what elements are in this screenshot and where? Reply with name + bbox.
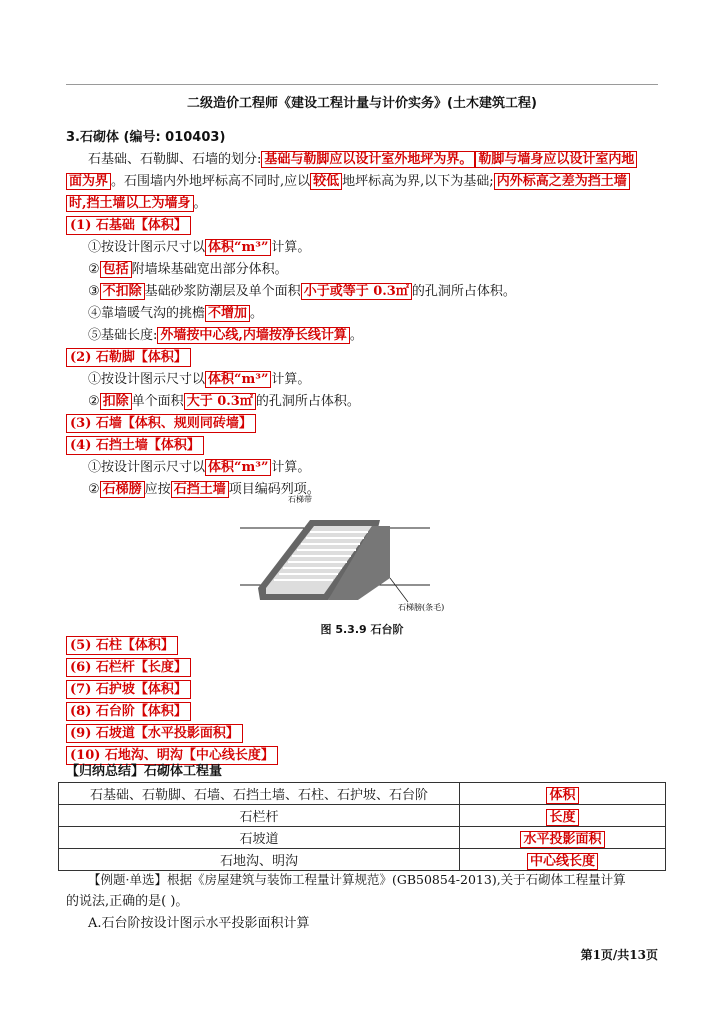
heading-box: (3) 石墙【体积、规则同砖墙】 xyxy=(66,414,256,433)
heading-9 xyxy=(66,724,243,744)
highlight-box: 小于或等于 0.3㎡ xyxy=(301,283,412,300)
highlight-box: 不增加 xyxy=(205,305,250,322)
text: ③ xyxy=(88,284,100,299)
h4-line-1 xyxy=(88,458,310,478)
heading-box: (4) 石挡土墙【体积】 xyxy=(66,436,204,455)
text: ①按设计图示尺寸以 xyxy=(88,372,206,387)
heading-1 xyxy=(66,216,191,236)
text: ⑤基础长度: xyxy=(88,328,158,343)
text: ①按设计图示尺寸以 xyxy=(88,460,206,475)
h2-line-2 xyxy=(88,392,360,412)
table-cell-unit xyxy=(460,783,666,805)
intro-line-3 xyxy=(66,194,207,214)
table-cell-unit xyxy=(460,849,666,871)
text: 。 xyxy=(349,328,363,343)
heading-box: (6) 石栏杆【长度】 xyxy=(66,658,191,677)
text: 。 xyxy=(250,306,264,321)
header-rule xyxy=(66,84,658,85)
highlight-box: 体积“m³” xyxy=(205,239,271,256)
figure-label-top: 石梯带 xyxy=(288,495,312,504)
highlight-box: 外墙按中心线,内墙按净长线计算 xyxy=(157,327,350,344)
heading-box: (2) 石勒脚【体积】 xyxy=(66,348,191,367)
heading-6 xyxy=(66,658,191,678)
example-line-1: 【例题·单选】根据《房屋建筑与装饰工程量计算规范》(GB50854-2013),关于石砌体工程量计算 xyxy=(88,872,626,887)
table-row xyxy=(59,849,666,871)
intro-text: 石基础、石勒脚、石墙的划分: xyxy=(88,152,262,167)
table-row xyxy=(59,783,666,805)
table-cell-unit xyxy=(460,827,666,849)
text: 计算。 xyxy=(271,460,311,475)
highlight-box: 面为界 xyxy=(66,173,111,190)
page-header: 二级造价工程师《建设工程计量与计价实务》(土木建筑工程) xyxy=(187,96,537,111)
text: ② xyxy=(88,482,100,497)
highlight-box: 石梯膀 xyxy=(100,481,145,498)
example-line-2: 的说法,正确的是( )。 xyxy=(66,894,189,909)
text: 应按 xyxy=(144,482,171,497)
heading-3 xyxy=(66,414,256,434)
heading-7 xyxy=(66,680,191,700)
text: 计算。 xyxy=(271,372,311,387)
heading-8 xyxy=(66,702,191,722)
text: 计算。 xyxy=(271,240,311,255)
text: ② xyxy=(88,262,100,277)
highlight-box: 时,挡土墙以上为墙身 xyxy=(66,195,194,212)
table-cell-unit xyxy=(460,805,666,827)
text: 项目编码列项。 xyxy=(228,482,320,497)
text: 单个面积 xyxy=(131,394,184,409)
intro-text: 地坪标高为界,以下为基础; xyxy=(342,174,494,189)
highlight-box: 扣除 xyxy=(100,393,132,410)
h1-line-4 xyxy=(88,304,263,324)
highlight-box: 体积 xyxy=(546,787,578,804)
figure-caption: 图 5.3.9 石台阶 xyxy=(320,623,404,636)
heading-5 xyxy=(66,636,178,656)
h2-line-1 xyxy=(88,370,310,390)
summary-title: 【归纳总结】石砌体工程量 xyxy=(66,764,223,779)
example-option-a: A.石台阶按设计图示水平投影面积计算 xyxy=(88,916,310,931)
text: ①按设计图示尺寸以 xyxy=(88,240,206,255)
heading-box: (10) 石地沟、明沟【中心线长度】 xyxy=(66,746,278,765)
intro-line-2 xyxy=(66,172,630,192)
heading-box: (5) 石柱【体积】 xyxy=(66,636,178,655)
intro-text: 。石围墙内外地坪标高不同时,应以 xyxy=(111,174,311,189)
table-row xyxy=(59,805,666,827)
heading-2 xyxy=(66,348,191,368)
highlight-box: 较低 xyxy=(310,173,342,190)
text: 基础砂浆防潮层及单个面积 xyxy=(144,284,301,299)
heading-box: (9) 石坡道【水平投影面积】 xyxy=(66,724,243,743)
table-cell-item: 石栏杆 xyxy=(59,805,460,827)
heading-box: (7) 石护坡【体积】 xyxy=(66,680,191,699)
highlight-box: 包括 xyxy=(100,261,132,278)
text: ④靠墙暖气沟的挑檐 xyxy=(88,306,206,321)
h1-line-2 xyxy=(88,260,288,280)
intro-line-1 xyxy=(88,150,637,170)
figure-label-side: 石梯膀(条毛) xyxy=(398,603,445,612)
section-title: 3.石砌体 (编号: 010403) xyxy=(66,130,226,145)
text: 的孔洞所占体积。 xyxy=(255,394,360,409)
highlight-box: 大于 0.3㎡ xyxy=(184,393,256,410)
text: 附墙垛基础宽出部分体积。 xyxy=(131,262,288,277)
highlight-box: 体积“m³” xyxy=(205,459,271,476)
table-row xyxy=(59,827,666,849)
h1-line-5 xyxy=(88,326,363,346)
highlight-box: 不扣除 xyxy=(100,283,145,300)
highlight-box: 基础与勒脚应以设计室外地坪为界。 xyxy=(261,151,475,168)
stone-steps-figure xyxy=(240,490,445,625)
highlight-box: 长度 xyxy=(546,809,578,826)
table-cell-item: 石基础、石勒脚、石墙、石挡土墙、石柱、石护坡、石台阶 xyxy=(59,783,460,805)
table-cell-item: 石坡道 xyxy=(59,827,460,849)
text: 的孔洞所占体积。 xyxy=(411,284,516,299)
table-cell-item: 石地沟、明沟 xyxy=(59,849,460,871)
highlight-box: 中心线长度 xyxy=(527,853,598,870)
h1-line-1 xyxy=(88,238,310,258)
h1-line-3 xyxy=(88,282,516,302)
page-number: 第1页/共13页 xyxy=(580,948,658,962)
heading-box: (1) 石基础【体积】 xyxy=(66,216,191,235)
highlight-box: 勒脚与墙身应以设计室内地 xyxy=(475,151,637,168)
highlight-box: 内外标高之差为挡土墙 xyxy=(494,173,630,190)
highlight-box: 石挡土墙 xyxy=(171,481,229,498)
text: ② xyxy=(88,394,100,409)
heading-4 xyxy=(66,436,204,456)
highlight-box: 水平投影面积 xyxy=(520,831,604,848)
summary-table xyxy=(58,782,666,871)
intro-text: 。 xyxy=(193,196,207,211)
heading-box: (8) 石台阶【体积】 xyxy=(66,702,191,721)
highlight-box: 体积“m³” xyxy=(205,371,271,388)
